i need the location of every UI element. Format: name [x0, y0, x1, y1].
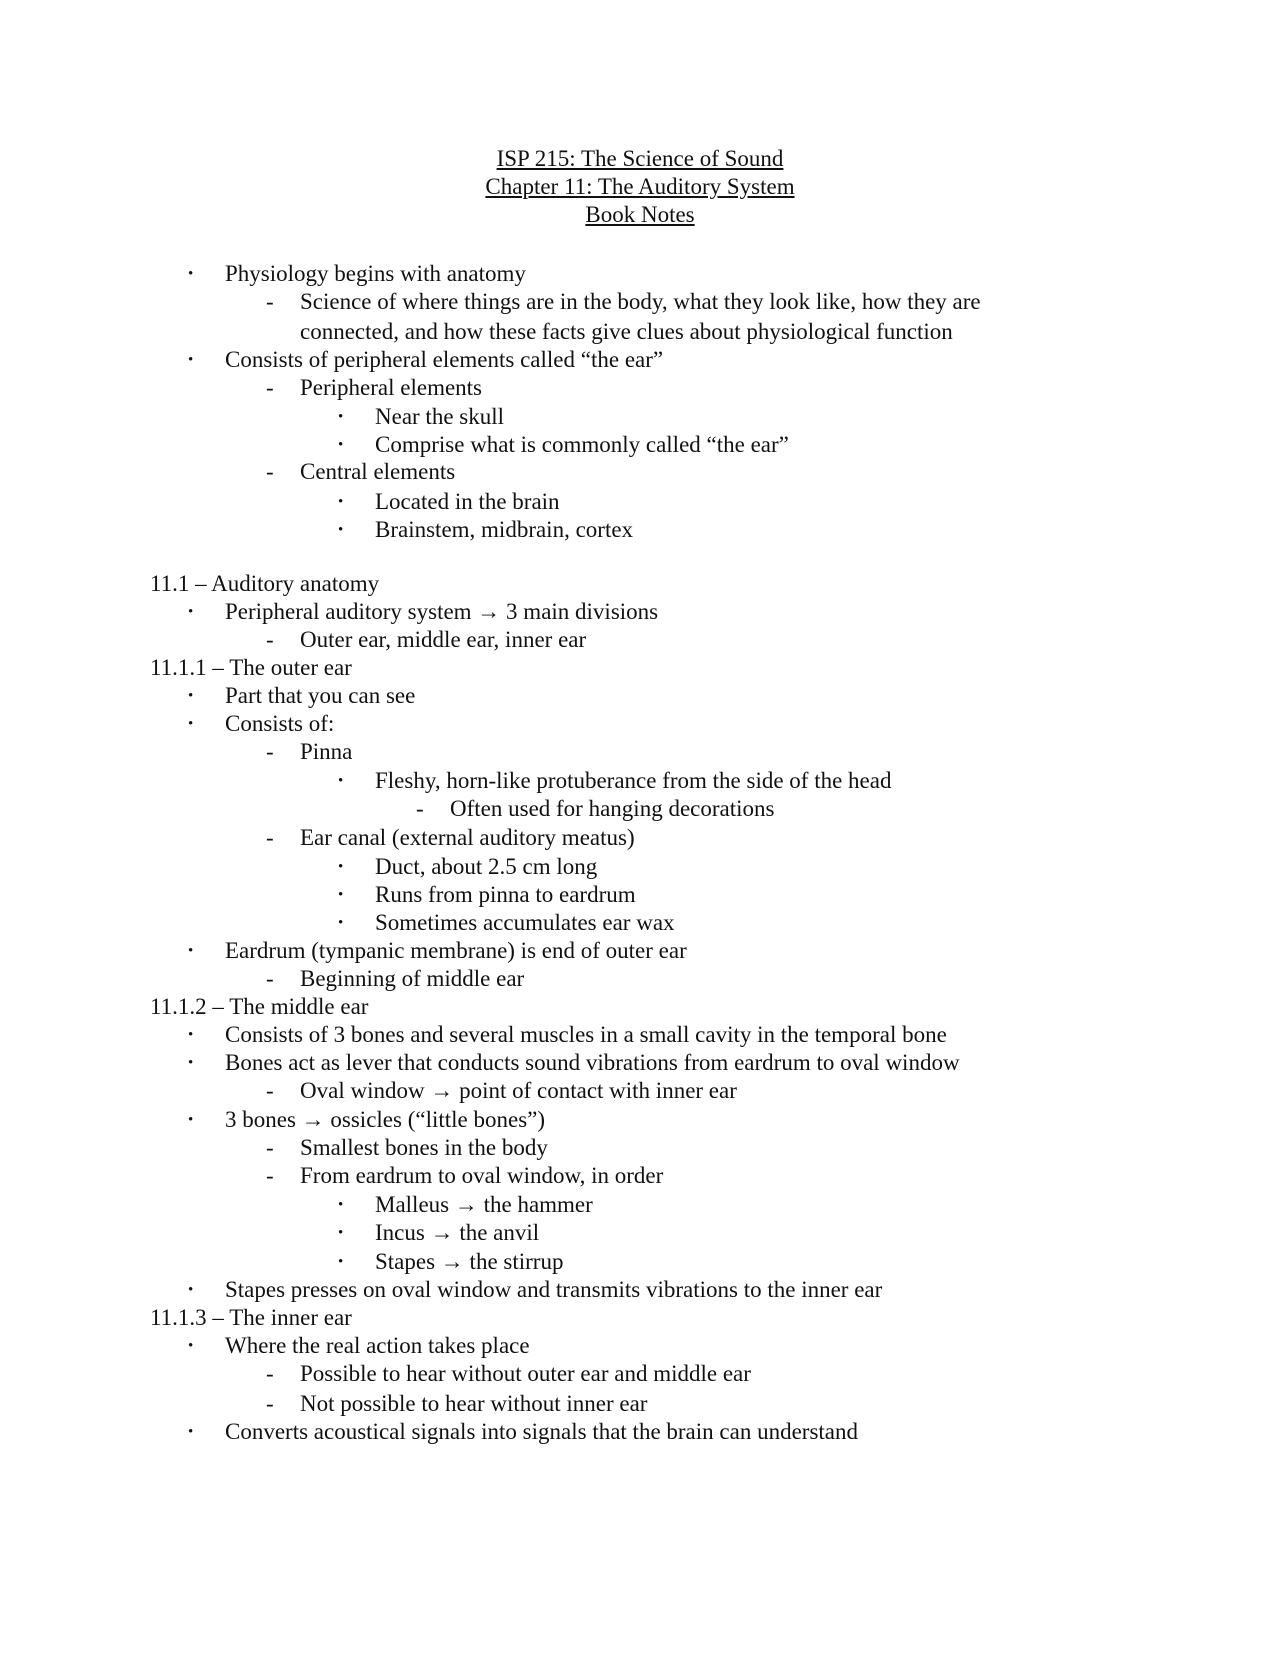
- bullet-marker: •: [188, 1338, 194, 1354]
- line-text: Physiology begins with anatomy: [225, 261, 526, 286]
- line-text: Incus → the anvil: [375, 1220, 540, 1245]
- dash-list-item: [0, 374, 1280, 402]
- line-text: Runs from pinna to eardrum: [375, 882, 636, 907]
- dash-marker: -: [266, 825, 274, 850]
- line-text: Stapes presses on oval window and transmits vibrations to the inner ear: [225, 1277, 883, 1302]
- dash-list-item: [0, 1077, 1280, 1105]
- line-text: Sometimes accumulates ear wax: [375, 910, 675, 935]
- list-item: [0, 403, 1280, 431]
- line-text: Near the skull: [375, 404, 505, 429]
- list-item: [0, 710, 1280, 738]
- line-text: Outer ear, middle ear, inner ear: [300, 627, 587, 652]
- section-heading: [0, 993, 1280, 1021]
- dash-marker: -: [266, 1391, 274, 1416]
- list-item: [0, 881, 1280, 909]
- line-text: Oval window → point of contact with inner ear: [300, 1078, 737, 1103]
- dash-marker: -: [266, 966, 274, 991]
- line-text: 11.1.3 – The inner ear: [150, 1305, 352, 1330]
- bullet-marker: •: [188, 716, 194, 732]
- document-title-line: ISP 215: The Science of Sound: [496, 146, 784, 171]
- line-text: connected, and how these facts give clues about physiological function: [300, 319, 953, 344]
- bullet-marker: •: [338, 437, 344, 453]
- bullet-marker: •: [338, 859, 344, 875]
- bullet-marker: •: [188, 352, 194, 368]
- bullet-marker: •: [188, 943, 194, 959]
- line-text: Peripheral auditory system → 3 main divisions: [225, 599, 659, 624]
- line-text: Converts acoustical signals into signals that the brain can understand: [225, 1419, 858, 1444]
- list-item: [0, 346, 1280, 374]
- line-text: Consists of peripheral elements called “the ear”: [225, 347, 664, 372]
- bullet-marker: •: [188, 1112, 194, 1128]
- list-item: [0, 909, 1280, 937]
- line-text: Part that you can see: [225, 683, 416, 708]
- line-text: Comprise what is commonly called “the ear”: [375, 432, 789, 457]
- line-text: Malleus → the hammer: [375, 1192, 593, 1217]
- dash-marker: -: [266, 1361, 274, 1386]
- bullet-marker: •: [338, 1197, 344, 1213]
- line-text: Bones act as lever that conducts sound vibrations from eardrum to oval window: [225, 1050, 960, 1075]
- bullet-marker: •: [188, 604, 194, 620]
- bullet-marker: •: [338, 409, 344, 425]
- line-text: Smallest bones in the body: [300, 1135, 548, 1160]
- bullet-marker: •: [188, 266, 194, 282]
- bullet-marker: •: [188, 1027, 194, 1043]
- line-text: Brainstem, midbrain, cortex: [375, 517, 634, 542]
- line-text: Fleshy, horn-like protuberance from the side of the head: [375, 768, 892, 793]
- line-text: Ear canal (external auditory meatus): [300, 825, 635, 850]
- line-text: Science of where things are in the body, what they look like, how they are: [300, 289, 981, 314]
- dash-marker: -: [266, 459, 274, 484]
- list-item: [0, 1276, 1280, 1304]
- bullet-marker: •: [338, 1225, 344, 1241]
- list-item: [0, 598, 1280, 626]
- line-text: Stapes → the stirrup: [375, 1249, 564, 1274]
- list-item: [0, 516, 1280, 544]
- bullet-marker: •: [338, 915, 344, 931]
- dash-marker: -: [416, 796, 424, 821]
- bullet-marker: •: [188, 1055, 194, 1071]
- list-item: [0, 682, 1280, 710]
- line-text: Central elements: [300, 459, 456, 484]
- bullet-marker: •: [338, 1254, 344, 1270]
- line-text: 11.1.1 – The outer ear: [150, 655, 352, 680]
- list-item: [0, 1049, 1280, 1077]
- bullet-marker: •: [338, 887, 344, 903]
- list-item: [0, 1191, 1280, 1219]
- dash-list-item: [0, 1360, 1280, 1388]
- dash-list-item: [0, 965, 1280, 993]
- line-text: From eardrum to oval window, in order: [300, 1163, 664, 1188]
- document-title-line: Book Notes: [585, 202, 695, 227]
- document-title-line: Chapter 11: The Auditory System: [485, 174, 795, 199]
- bullet-marker: •: [188, 1424, 194, 1440]
- list-item: [0, 1248, 1280, 1276]
- dash-list-item: [0, 824, 1280, 852]
- dash-list-item: [0, 795, 1280, 823]
- line-text: 11.1 – Auditory anatomy: [150, 571, 380, 596]
- list-item: [0, 1106, 1280, 1134]
- line-text: 11.1.2 – The middle ear: [150, 994, 369, 1019]
- bullet-marker: •: [188, 688, 194, 704]
- list-item: [0, 1021, 1280, 1049]
- line-text: Eardrum (tympanic membrane) is end of outer ear: [225, 938, 687, 963]
- dash-list-item: [0, 1390, 1280, 1418]
- dash-marker: -: [266, 1078, 274, 1103]
- section-heading: [0, 654, 1280, 682]
- dash-marker: -: [266, 627, 274, 652]
- dash-list-item: [0, 288, 1280, 316]
- dash-marker: -: [266, 1135, 274, 1160]
- list-item: [0, 937, 1280, 965]
- dash-marker: -: [266, 739, 274, 764]
- list-item: [0, 431, 1280, 459]
- bullet-marker: •: [338, 773, 344, 789]
- line-text: Located in the brain: [375, 489, 560, 514]
- list-item: [0, 1418, 1280, 1446]
- list-item: [0, 488, 1280, 516]
- line-text: Duct, about 2.5 cm long: [375, 854, 598, 879]
- line-text: 3 bones → ossicles (“little bones”): [225, 1107, 546, 1132]
- bullet-marker: •: [338, 494, 344, 510]
- section-heading: [0, 570, 1280, 598]
- dash-marker: -: [266, 1163, 274, 1188]
- dash-list-item: [0, 738, 1280, 766]
- line-text: Beginning of middle ear: [300, 966, 525, 991]
- line-text: Where the real action takes place: [225, 1333, 530, 1358]
- line-text: Possible to hear without outer ear and middle ear: [300, 1361, 751, 1386]
- line-text: Often used for hanging decorations: [450, 796, 775, 821]
- bullet-marker: •: [188, 1282, 194, 1298]
- dash-list-item: [0, 458, 1280, 486]
- list-item: [0, 1219, 1280, 1247]
- dash-marker: -: [266, 289, 274, 314]
- dash-list-item: [0, 1162, 1280, 1190]
- list-item: [0, 767, 1280, 795]
- dash-list-item: [0, 1134, 1280, 1162]
- list-item-continuation: [0, 318, 1280, 346]
- list-item: [0, 260, 1280, 288]
- dash-marker: -: [266, 375, 274, 400]
- list-item: [0, 853, 1280, 881]
- line-text: Consists of:: [225, 711, 335, 736]
- line-text: Consists of 3 bones and several muscles in a small cavity in the temporal bone: [225, 1022, 947, 1047]
- section-heading: [0, 1304, 1280, 1332]
- line-text: Pinna: [300, 739, 353, 764]
- dash-list-item: [0, 626, 1280, 654]
- line-text: Peripheral elements: [300, 375, 483, 400]
- list-item: [0, 1332, 1280, 1360]
- line-text: Not possible to hear without inner ear: [300, 1391, 648, 1416]
- bullet-marker: •: [338, 522, 344, 538]
